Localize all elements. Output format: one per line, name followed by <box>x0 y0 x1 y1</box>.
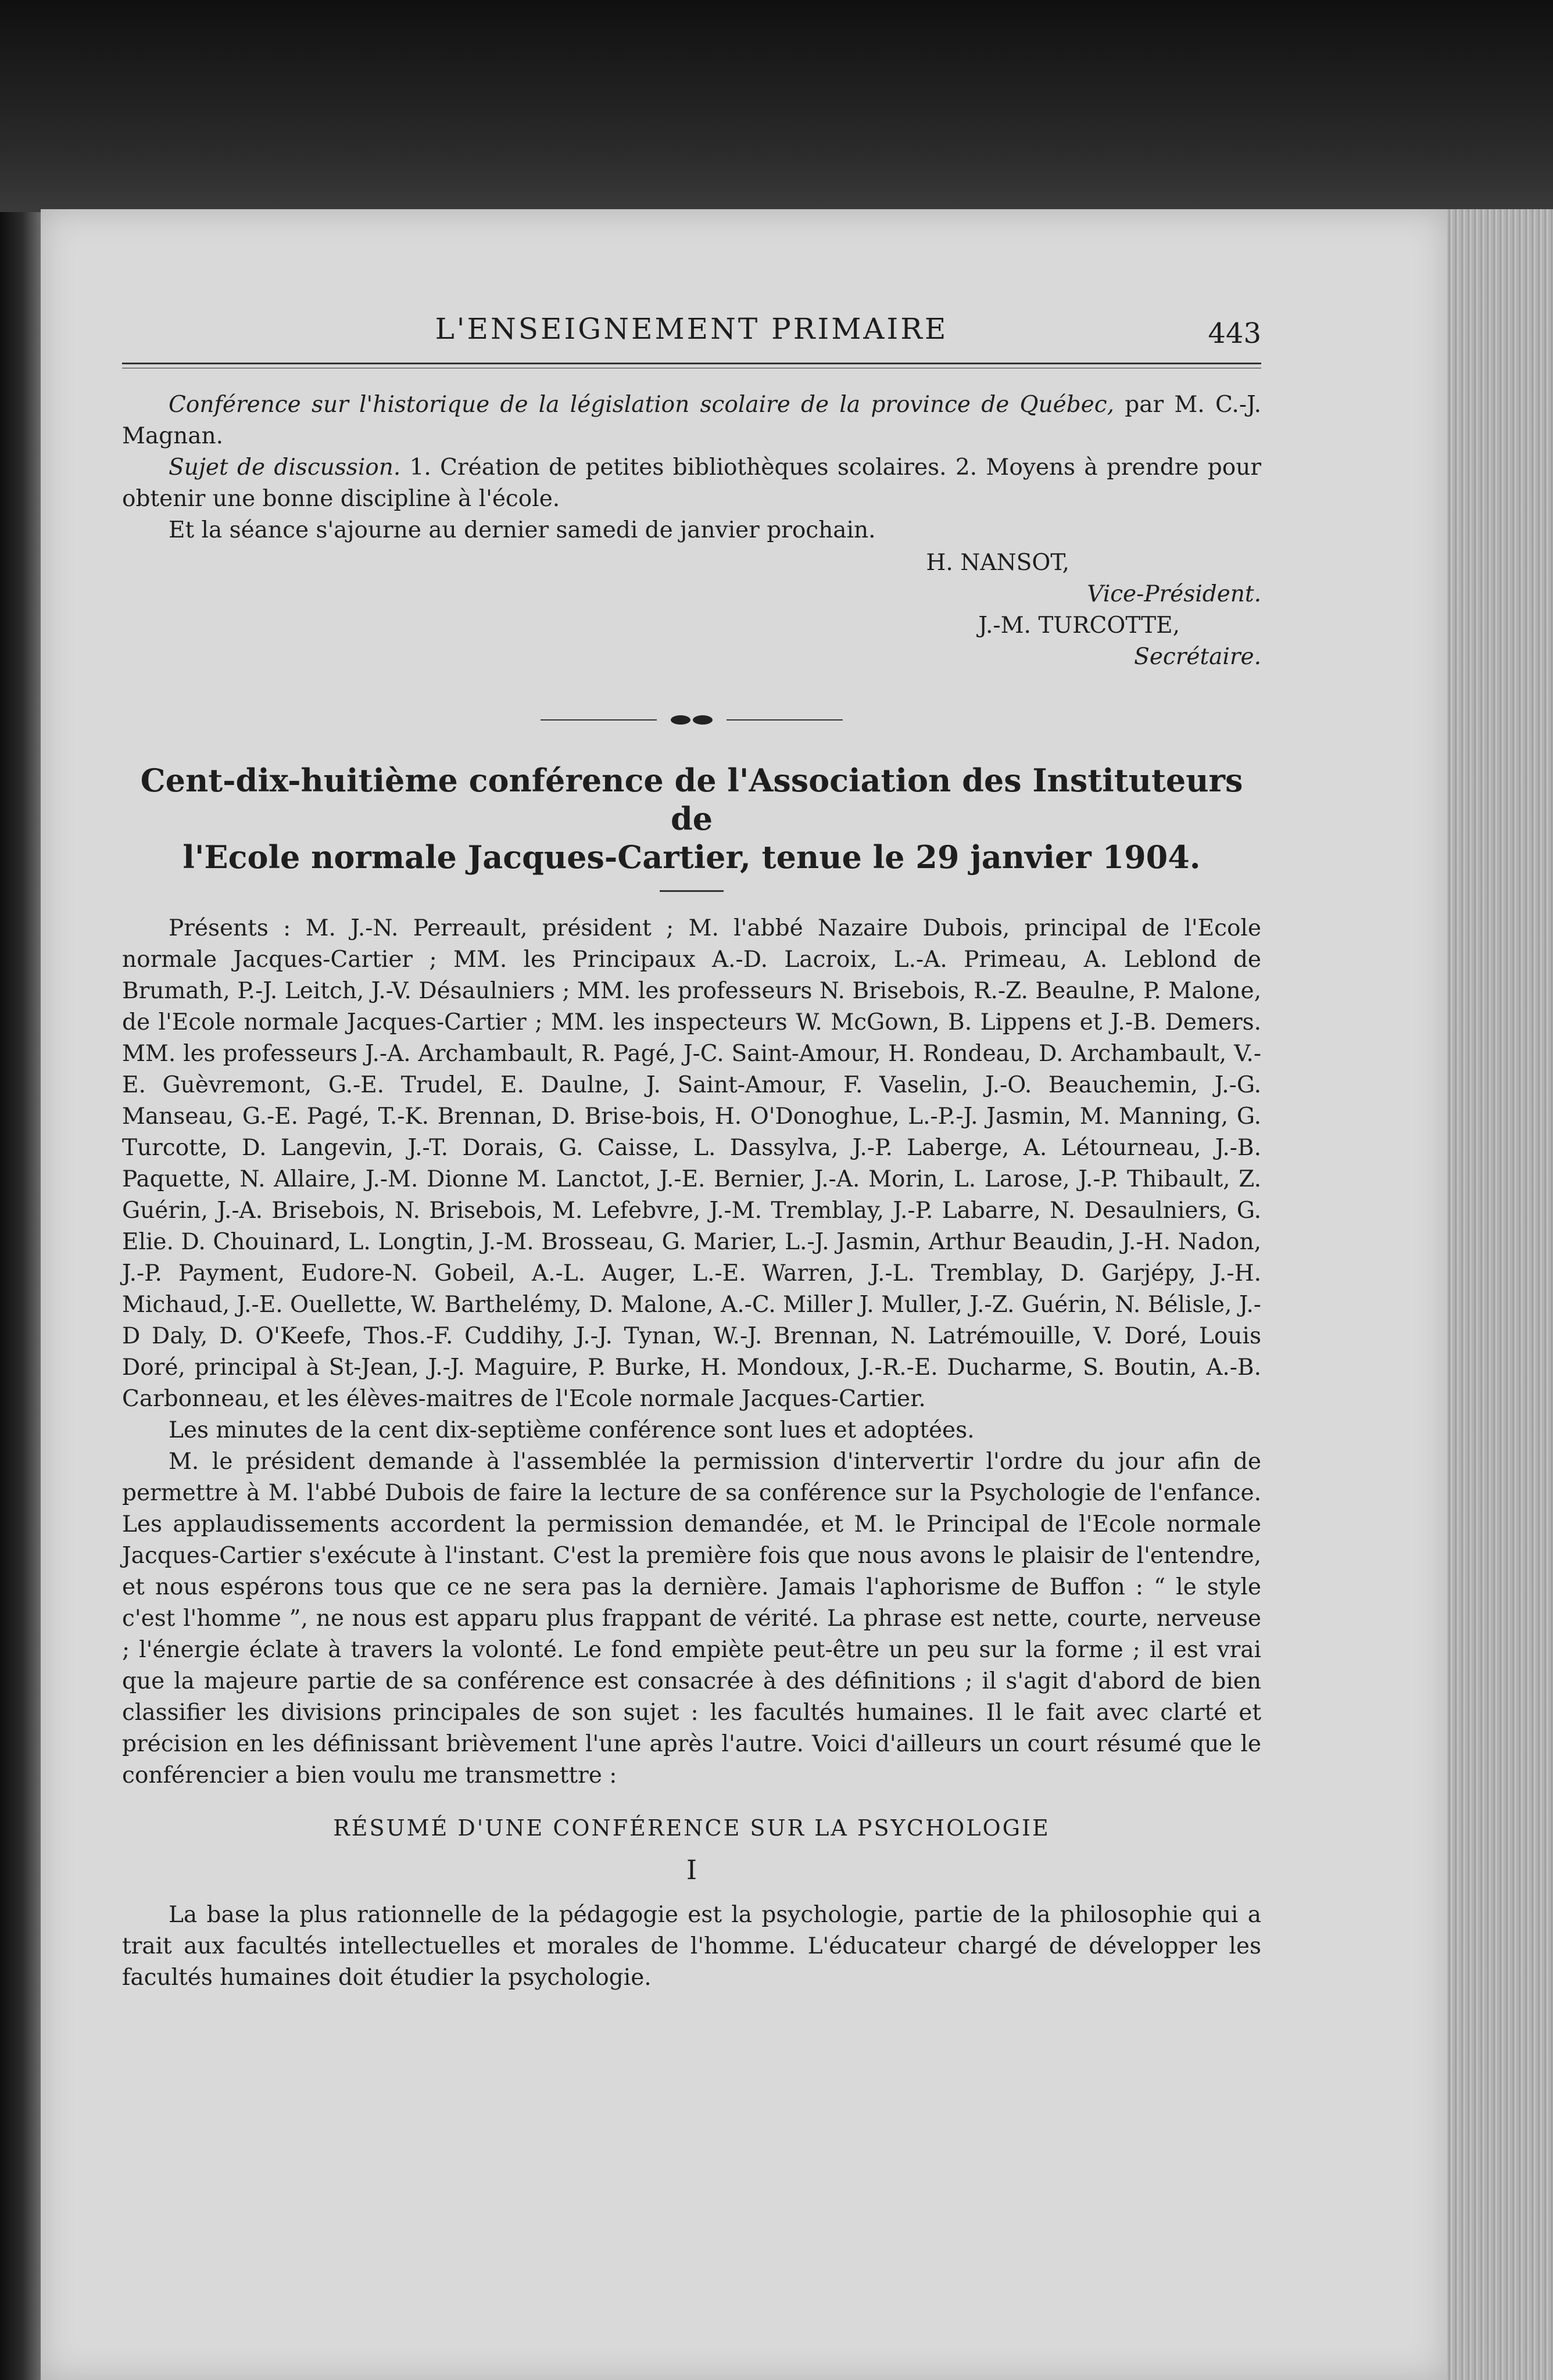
presents-paragraph: Présents : M. J.-N. Perreault, président ; M. l'abbé Nazaire Dubois, principal de l'Ecole normale Jacques-Cartier ; MM. les Principaux A.-D. Lacroix, L.-A. Primeau, A. Leblond de Brumath, P.-J. Leitch, J.-V. Désaulniers ; MM. les professeurs N. Brisebois, R.-Z. Beaulne, P. Malone, de l'Ecole normale Jacques-Cartier ; MM. les inspecteurs W. McGown, B. Lippens et J.-B. Demers. MM. les professeurs J.-A. Archambault, R. Pagé, J-C. Saint-Amour, H. Rondeau, D. Archambault, V.-E. Guèvremont, G.-E. Trudel, E. Daulne, J. Saint-Amour, F. Vaselin, J.-O. Beauchemin, J.-G. Manseau, G.-E. Pagé, T.-K. Brennan, D. Brise-bois, H. O'Donoghue, L.-P.-J. Jasmin, M. Manning, G. Turcotte, D. Langevin, J.-T. Dorais, G. Caisse, L. Dassylva, J.-P. Laberge, A. Létourneau, J.-B. Paquette, N. Allaire, J.-M. Dionne M. Lanctot, J.-E. Bernier, J.-A. Morin, L. Larose, J.-P. Thibault, Z. Guérin, J.-A. Brisebois, N. Brisebois, M. Lefebvre, J.-M. Tremblay, J.-P. Labarre, N. Desaulniers, G. Elie. D. Chouinard, L. Longtin, J.-M. Brosseau, G. Marier, L.-J. Jasmin, Arthur Beaudin, J.-H. Nadon, J.-P. Payment, Eudore-N. Gobeil, A.-L. Auger, L.-E. Warren, J.-L. Tremblay, D. Garjépy, J.-H. Michaud, J.-E. Ouellette, W. Barthelémy, D. Malone, A.-C. Miller J. Muller, J.-Z. Guérin, N. Bélisle, J.-D Daly, D. O'Keefe, Thos.-F. Cuddihy, J.-J. Tynan, W.-J. Brennan, N. Latrémouille, V. Doré, Louis Doré, principal à St-Jean, J.-J. Maguire, P. Burke, H. Mondoux, J.-R.-E. Ducharme, S. Boutin, A.-B. Carbonneau, et les élèves-maitres de l'Ecole normale Jacques-Cartier. <box>122 915 1261 1412</box>
ornament-line-right <box>727 719 843 721</box>
signature-title-2: Secrétaire. <box>1134 644 1261 670</box>
scan-top-border <box>0 0 1553 212</box>
book-spine-edge <box>0 212 41 2380</box>
header-rule <box>122 363 1261 368</box>
signature-name-1: H. NANSOT, <box>926 550 1069 576</box>
adjourn-paragraph: Et la séance s'ajourne au dernier samedi de janvier prochain. <box>169 517 876 543</box>
conference-title: Conférence sur l'historique de la législation scolaire de la province de Québec, <box>169 392 1114 418</box>
page-stack-edges <box>1447 209 1553 2380</box>
discussion-label: Sujet de discussion. <box>169 454 401 481</box>
ornament-line-left <box>541 719 657 721</box>
minutes-paragraph: Les minutes de la cent dix-septième conférence sont lues et adoptées. <box>169 1417 975 1443</box>
page-content <box>122 308 1261 1994</box>
signature-block <box>122 547 1261 673</box>
conference-author: par M. C.-J. Magnan. <box>122 392 1261 449</box>
president-paragraph: M. le président demande à l'assemblée la permission d'intervertir l'ordre du jour afin de permettre à M. l'abbé Dubois de faire la lecture de sa conférence sur la Psychologie de l'enfance. Les applaudissements accordent la permission demandée, et M. le Principal de l'Ecole normale Jacques-Cartier s'exécute à l'instant. C'est la première fois que nous avons le plaisir de l'entendre, et nous espérons tous que ce ne sera pas la dernière. Jamais l'aphorisme de Buffon : “ le style c'est l'homme ”, ne nous est apparu plus frappant de vérité. La phrase est nette, courte, nerveuse ; l'énergie éclate à travers la volonté. Le fond empiète peut-être un peu sur la forme ; il est vrai que la majeure partie de sa conférence est consacrée à des définitions ; il s'agit d'abord de bien classifier les divisions principales de son sujet : les facultés humaines. Il le fait avec clarté et précision en les définissant brièvement l'une après l'autre. Voici d'ailleurs un court résumé que le conférencier a bien voulu me transmettre : <box>122 1449 1261 1788</box>
conference-heading-line-1: Cent-dix-huitième conférence de l'Association des Instituteurs de <box>140 762 1243 837</box>
conference-paragraph <box>122 389 1261 452</box>
section-title: RÉSUMÉ D'UNE CONFÉRENCE SUR LA PSYCHOLOGIE <box>333 1815 1050 1841</box>
discussion-text: 1. Création de petites bibliothèques scolaires. 2. Moyens à prendre pour obtenir une bonne discipline à l'école. <box>122 454 1261 512</box>
section-numeral: I <box>686 1854 697 1886</box>
page-number: 443 <box>1208 317 1261 350</box>
section-ornament <box>541 714 843 726</box>
running-head <box>122 308 1261 350</box>
psychology-paragraph: La base la plus rationnelle de la pédagogie est la psychologie, partie de la philosophie qui a trait aux facultés intellectuelles et morales de l'homme. L'éducateur chargé de développer les facultés humaines doit étudier la psychologie. <box>122 1902 1261 1991</box>
conference-heading-line-2: l'Ecole normale Jacques-Cartier, tenue le 29 janvier 1904. <box>183 838 1201 876</box>
signature-title-1: Vice-Président. <box>1087 581 1261 607</box>
discussion-paragraph <box>122 452 1261 515</box>
heading-rule <box>660 890 724 892</box>
signature-name-2: J.-M. TURCOTTE, <box>978 612 1180 639</box>
running-title: L'ENSEIGNEMENT PRIMAIRE <box>435 312 949 346</box>
ornament-center <box>657 714 727 726</box>
